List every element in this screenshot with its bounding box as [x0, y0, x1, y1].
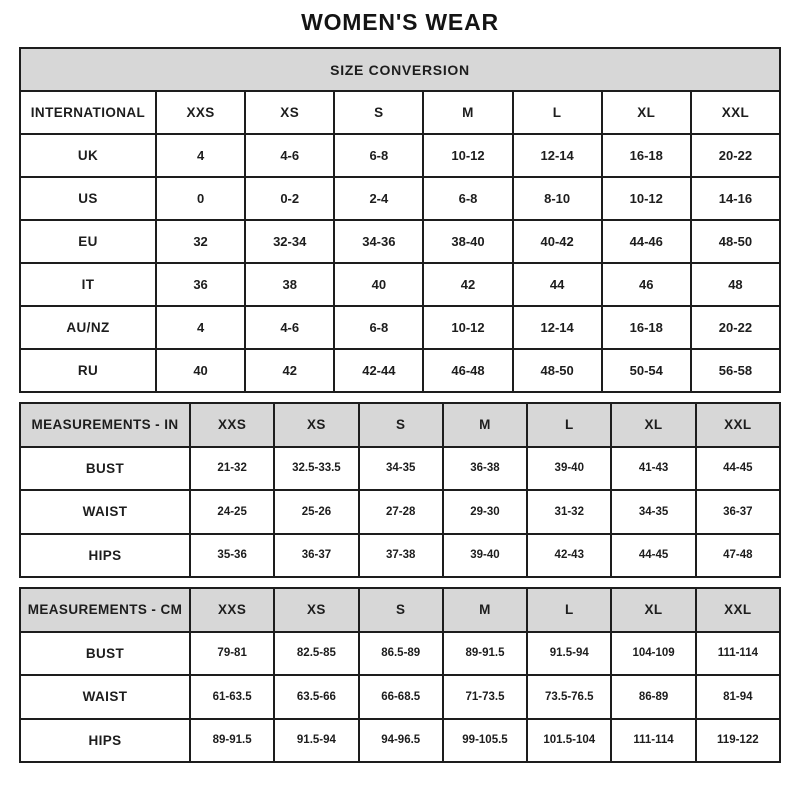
- value-cell: 79-81: [190, 632, 274, 676]
- table-row: [20, 447, 780, 491]
- value-cell: 73.5-76.5: [527, 675, 611, 719]
- value-cell: 29-30: [443, 490, 527, 534]
- value-cell: 44-46: [602, 220, 691, 263]
- value-cell: 104-109: [611, 632, 695, 676]
- value-cell: 4-6: [245, 134, 334, 177]
- size-column-header: S: [334, 91, 423, 134]
- value-cell: 66-68.5: [359, 675, 443, 719]
- table-row: [20, 134, 780, 177]
- corner-header: MEASUREMENTS - CM: [20, 588, 190, 632]
- value-cell: 34-35: [359, 447, 443, 491]
- column-header-row: [20, 588, 780, 632]
- column-header-row: [20, 91, 780, 134]
- value-cell: 44-45: [611, 534, 695, 578]
- value-cell: 44: [513, 263, 602, 306]
- value-cell: 36-38: [443, 447, 527, 491]
- value-cell: 4-6: [245, 306, 334, 349]
- value-cell: 119-122: [696, 719, 780, 763]
- row-label: EU: [20, 220, 156, 263]
- row-label: BUST: [20, 447, 190, 491]
- value-cell: 32.5-33.5: [274, 447, 358, 491]
- table-row: [20, 534, 780, 578]
- value-cell: 39-40: [443, 534, 527, 578]
- value-cell: 46-48: [423, 349, 512, 392]
- size-column-header: XS: [274, 403, 358, 447]
- value-cell: 42-43: [527, 534, 611, 578]
- value-cell: 36-37: [274, 534, 358, 578]
- table-banner-row: [20, 48, 780, 91]
- table-row: [20, 220, 780, 263]
- table-row: [20, 490, 780, 534]
- row-label: BUST: [20, 632, 190, 676]
- value-cell: 44-45: [696, 447, 780, 491]
- value-cell: 0-2: [245, 177, 334, 220]
- size-column-header: XXS: [190, 588, 274, 632]
- row-label: US: [20, 177, 156, 220]
- size-column-header: L: [527, 588, 611, 632]
- table-row: [20, 177, 780, 220]
- value-cell: 40: [334, 263, 423, 306]
- value-cell: 0: [156, 177, 245, 220]
- row-label: HIPS: [20, 534, 190, 578]
- value-cell: 31-32: [527, 490, 611, 534]
- value-cell: 2-4: [334, 177, 423, 220]
- value-cell: 48-50: [513, 349, 602, 392]
- size-column-header: XXL: [691, 91, 780, 134]
- corner-header: MEASUREMENTS - IN: [20, 403, 190, 447]
- value-cell: 48-50: [691, 220, 780, 263]
- value-cell: 20-22: [691, 306, 780, 349]
- size-column-header: XS: [274, 588, 358, 632]
- size-column-header: XL: [611, 588, 695, 632]
- value-cell: 41-43: [611, 447, 695, 491]
- table-row: [20, 349, 780, 392]
- value-cell: 86.5-89: [359, 632, 443, 676]
- value-cell: 111-114: [696, 632, 780, 676]
- value-cell: 46: [602, 263, 691, 306]
- size-column-header: XS: [245, 91, 334, 134]
- size-column-header: L: [513, 91, 602, 134]
- size-column-header: XL: [611, 403, 695, 447]
- value-cell: 42: [245, 349, 334, 392]
- value-cell: 48: [691, 263, 780, 306]
- size-column-header: S: [359, 588, 443, 632]
- value-cell: 42: [423, 263, 512, 306]
- size-column-header: XL: [602, 91, 691, 134]
- table-banner: SIZE CONVERSION: [20, 48, 780, 91]
- value-cell: 82.5-85: [274, 632, 358, 676]
- row-label: WAIST: [20, 490, 190, 534]
- size-column-header: XXL: [696, 403, 780, 447]
- value-cell: 40: [156, 349, 245, 392]
- value-cell: 99-105.5: [443, 719, 527, 763]
- value-cell: 81-94: [696, 675, 780, 719]
- size-column-header: M: [443, 403, 527, 447]
- value-cell: 37-38: [359, 534, 443, 578]
- value-cell: 4: [156, 306, 245, 349]
- value-cell: 16-18: [602, 306, 691, 349]
- table-row: [20, 675, 780, 719]
- measurements-cm-table: [19, 587, 781, 763]
- table-row: [20, 719, 780, 763]
- size-column-header: XXS: [156, 91, 245, 134]
- value-cell: 6-8: [334, 134, 423, 177]
- value-cell: 36: [156, 263, 245, 306]
- value-cell: 91.5-94: [274, 719, 358, 763]
- row-label: RU: [20, 349, 156, 392]
- value-cell: 40-42: [513, 220, 602, 263]
- value-cell: 12-14: [513, 306, 602, 349]
- row-label: IT: [20, 263, 156, 306]
- value-cell: 63.5-66: [274, 675, 358, 719]
- table-row: [20, 263, 780, 306]
- value-cell: 36-37: [696, 490, 780, 534]
- value-cell: 21-32: [190, 447, 274, 491]
- size-column-header: L: [527, 403, 611, 447]
- value-cell: 12-14: [513, 134, 602, 177]
- value-cell: 50-54: [602, 349, 691, 392]
- size-column-header: XXS: [190, 403, 274, 447]
- value-cell: 10-12: [423, 306, 512, 349]
- value-cell: 111-114: [611, 719, 695, 763]
- size-column-header: S: [359, 403, 443, 447]
- size-conversion-table: [19, 47, 781, 393]
- value-cell: 10-12: [423, 134, 512, 177]
- value-cell: 35-36: [190, 534, 274, 578]
- value-cell: 38-40: [423, 220, 512, 263]
- size-column-header: M: [443, 588, 527, 632]
- value-cell: 56-58: [691, 349, 780, 392]
- value-cell: 91.5-94: [527, 632, 611, 676]
- value-cell: 71-73.5: [443, 675, 527, 719]
- value-cell: 89-91.5: [190, 719, 274, 763]
- column-header-row: [20, 403, 780, 447]
- value-cell: 61-63.5: [190, 675, 274, 719]
- value-cell: 86-89: [611, 675, 695, 719]
- corner-header: INTERNATIONAL: [20, 91, 156, 134]
- value-cell: 6-8: [334, 306, 423, 349]
- value-cell: 38: [245, 263, 334, 306]
- value-cell: 14-16: [691, 177, 780, 220]
- value-cell: 32: [156, 220, 245, 263]
- measurements-in-table: [19, 402, 781, 578]
- value-cell: 24-25: [190, 490, 274, 534]
- value-cell: 42-44: [334, 349, 423, 392]
- page-title: WOMEN'S WEAR: [301, 9, 499, 35]
- value-cell: 101.5-104: [527, 719, 611, 763]
- value-cell: 20-22: [691, 134, 780, 177]
- value-cell: 89-91.5: [443, 632, 527, 676]
- value-cell: 16-18: [602, 134, 691, 177]
- tables-container: [0, 47, 800, 763]
- row-label: WAIST: [20, 675, 190, 719]
- value-cell: 27-28: [359, 490, 443, 534]
- row-label: AU/NZ: [20, 306, 156, 349]
- value-cell: 34-35: [611, 490, 695, 534]
- value-cell: 94-96.5: [359, 719, 443, 763]
- value-cell: 47-48: [696, 534, 780, 578]
- table-row: [20, 306, 780, 349]
- table-row: [20, 632, 780, 676]
- row-label: HIPS: [20, 719, 190, 763]
- value-cell: 32-34: [245, 220, 334, 263]
- value-cell: 4: [156, 134, 245, 177]
- row-label: UK: [20, 134, 156, 177]
- size-column-header: XXL: [696, 588, 780, 632]
- size-column-header: M: [423, 91, 512, 134]
- value-cell: 39-40: [527, 447, 611, 491]
- value-cell: 34-36: [334, 220, 423, 263]
- value-cell: 6-8: [423, 177, 512, 220]
- value-cell: 10-12: [602, 177, 691, 220]
- value-cell: 8-10: [513, 177, 602, 220]
- value-cell: 25-26: [274, 490, 358, 534]
